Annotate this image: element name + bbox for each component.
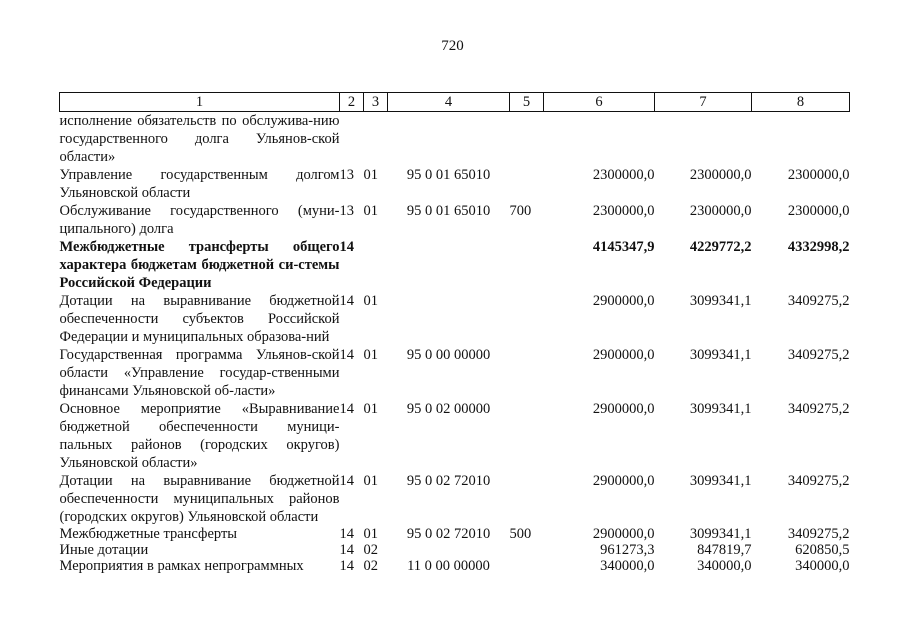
row-name-cell: Межбюджетные трансферты bbox=[59, 526, 238, 542]
amount-year1-cell: 2300000,0 bbox=[592, 167, 655, 183]
budget-table bbox=[59, 92, 850, 574]
expense-type-cell bbox=[510, 238, 544, 292]
amount-year3-cell: 3409275,2 bbox=[787, 293, 850, 309]
section-cell: 13 bbox=[339, 203, 354, 219]
amount-year3-cell: 2300000,0 bbox=[787, 167, 850, 183]
subsection-cell: 01 bbox=[363, 526, 378, 542]
amount-year2-cell: 2300000,0 bbox=[689, 167, 752, 183]
section-cell: 13 bbox=[339, 167, 354, 183]
subsection-cell: 01 bbox=[363, 203, 378, 219]
page-number: 720 bbox=[441, 38, 464, 54]
amount-year3-cell: 3409275,2 bbox=[787, 473, 850, 489]
header-col-2: 2 bbox=[340, 93, 364, 112]
row-name-cell: Основное мероприятие «Выравнивание бюджетной обеспеченности муници-пальных районов (городских округов) Ульяновской области» bbox=[59, 401, 340, 471]
row-name-cell: исполнение обязательств по обслужива-нию государственного долга Ульянов-ской области» bbox=[59, 113, 340, 165]
row-name-cell: Дотации на выравнивание бюджетной обеспеченности субъектов Российской Федерации и муниципальных образова-ний bbox=[59, 293, 340, 345]
expense-type-cell bbox=[510, 542, 544, 558]
subsection-cell bbox=[364, 238, 388, 292]
expense-type-cell bbox=[510, 166, 544, 202]
header-col-4: 4 bbox=[388, 93, 510, 112]
target-article-cell: 95 0 01 65010 bbox=[406, 167, 491, 183]
subsection-cell: 01 bbox=[363, 293, 378, 309]
target-article-cell: 11 0 00 00000 bbox=[407, 558, 490, 574]
table-row bbox=[60, 400, 850, 472]
amount-year3-cell: 3409275,2 bbox=[787, 347, 850, 363]
table-row bbox=[60, 166, 850, 202]
amount-year1-cell: 2900000,0 bbox=[592, 401, 655, 417]
target-article-cell: 95 0 02 72010 bbox=[406, 526, 491, 542]
section-cell: 14 bbox=[339, 239, 354, 255]
section-cell: 14 bbox=[339, 526, 354, 542]
header-col-8: 8 bbox=[752, 93, 850, 112]
table-row bbox=[60, 346, 850, 400]
table-row bbox=[60, 202, 850, 238]
target-article-cell: 95 0 00 00000 bbox=[406, 347, 491, 363]
amount-year1-cell bbox=[544, 112, 655, 167]
subsection-cell: 01 bbox=[363, 347, 378, 363]
section-cell: 14 bbox=[339, 347, 354, 363]
target-article-cell bbox=[388, 238, 510, 292]
table-row bbox=[60, 238, 850, 292]
header-col-3: 3 bbox=[364, 93, 388, 112]
amount-year3-cell: 3409275,2 bbox=[787, 526, 850, 542]
table-row bbox=[60, 292, 850, 346]
amount-year2-cell: 340000,0 bbox=[697, 558, 752, 574]
amount-year1-cell: 2300000,0 bbox=[592, 203, 655, 219]
target-article-cell: 95 0 02 72010 bbox=[406, 473, 491, 489]
header-col-7: 7 bbox=[655, 93, 752, 112]
amount-year1-cell: 2900000,0 bbox=[592, 473, 655, 489]
amount-year3-cell: 2300000,0 bbox=[787, 203, 850, 219]
table-row bbox=[60, 112, 850, 167]
row-name-cell: Управление государственным долгом Ульяновской области bbox=[59, 167, 340, 201]
section-cell: 14 bbox=[339, 542, 354, 558]
target-article-cell: 95 0 02 00000 bbox=[406, 401, 491, 417]
header-col-5: 5 bbox=[510, 93, 544, 112]
row-name-cell: Государственная программа Ульянов-ской области «Управление государ-ственными финансами Ульяновской об-ласти» bbox=[59, 347, 340, 399]
subsection-cell: 01 bbox=[363, 473, 378, 489]
target-article-cell bbox=[388, 292, 510, 346]
amount-year3-cell: 3409275,2 bbox=[787, 401, 850, 417]
subsection-cell: 01 bbox=[363, 167, 378, 183]
amount-year1-cell: 2900000,0 bbox=[592, 347, 655, 363]
subsection-cell: 02 bbox=[363, 558, 378, 574]
expense-type-cell bbox=[510, 112, 544, 167]
table-row bbox=[60, 542, 850, 558]
amount-year1-cell: 4145347,9 bbox=[592, 239, 655, 255]
subsection-cell: 01 bbox=[363, 401, 378, 417]
expense-type-cell: 700 bbox=[509, 203, 532, 219]
amount-year2-cell: 3099341,1 bbox=[689, 473, 752, 489]
expense-type-cell bbox=[510, 292, 544, 346]
expense-type-cell: 500 bbox=[509, 526, 532, 542]
header-col-1: 1 bbox=[60, 93, 340, 112]
amount-year2-cell: 2300000,0 bbox=[689, 203, 752, 219]
row-name-cell: Межбюджетные трансферты общего характера бюджетам бюджетной си-стемы Российской Федерации bbox=[59, 239, 340, 291]
amount-year3-cell: 4332998,2 bbox=[787, 239, 850, 255]
table-row bbox=[60, 558, 850, 574]
header-row bbox=[60, 93, 850, 112]
row-name-cell: Мероприятия в рамках непрограммных bbox=[59, 558, 304, 574]
amount-year2-cell: 3099341,1 bbox=[689, 293, 752, 309]
table-row bbox=[60, 472, 850, 526]
subsection-cell: 02 bbox=[363, 542, 378, 558]
target-article-cell: 95 0 01 65010 bbox=[406, 203, 491, 219]
section-cell: 14 bbox=[339, 558, 354, 574]
amount-year3-cell bbox=[752, 112, 850, 167]
target-article-cell bbox=[388, 112, 510, 167]
amount-year1-cell: 340000,0 bbox=[600, 558, 655, 574]
expense-type-cell bbox=[510, 472, 544, 526]
section-cell bbox=[340, 112, 364, 167]
amount-year3-cell: 620850,5 bbox=[795, 542, 850, 558]
section-cell: 14 bbox=[339, 293, 354, 309]
expense-type-cell bbox=[510, 400, 544, 472]
section-cell: 14 bbox=[339, 473, 354, 489]
header-col-6: 6 bbox=[544, 93, 655, 112]
amount-year2-cell: 4229772,2 bbox=[689, 239, 752, 255]
row-name-cell: Иные дотации bbox=[59, 542, 149, 558]
section-cell: 14 bbox=[339, 401, 354, 417]
table-row bbox=[60, 526, 850, 542]
amount-year2-cell: 3099341,1 bbox=[689, 401, 752, 417]
amount-year1-cell: 961273,3 bbox=[600, 542, 655, 558]
subsection-cell bbox=[364, 112, 388, 167]
amount-year1-cell: 2900000,0 bbox=[592, 526, 655, 542]
target-article-cell bbox=[388, 542, 510, 558]
expense-type-cell bbox=[510, 558, 544, 574]
row-name-cell: Дотации на выравнивание бюджетной обеспеченности муниципальных районов (городских округов) Ульяновской области bbox=[59, 473, 340, 525]
row-name-cell: Обслуживание государственного (муни-ципального) долга bbox=[59, 203, 340, 237]
amount-year3-cell: 340000,0 bbox=[795, 558, 850, 574]
amount-year2-cell: 847819,7 bbox=[697, 542, 752, 558]
amount-year1-cell: 2900000,0 bbox=[592, 293, 655, 309]
expense-type-cell bbox=[510, 346, 544, 400]
amount-year2-cell: 3099341,1 bbox=[689, 526, 752, 542]
table-body bbox=[60, 112, 850, 575]
amount-year2-cell: 3099341,1 bbox=[689, 347, 752, 363]
amount-year2-cell bbox=[655, 112, 752, 167]
